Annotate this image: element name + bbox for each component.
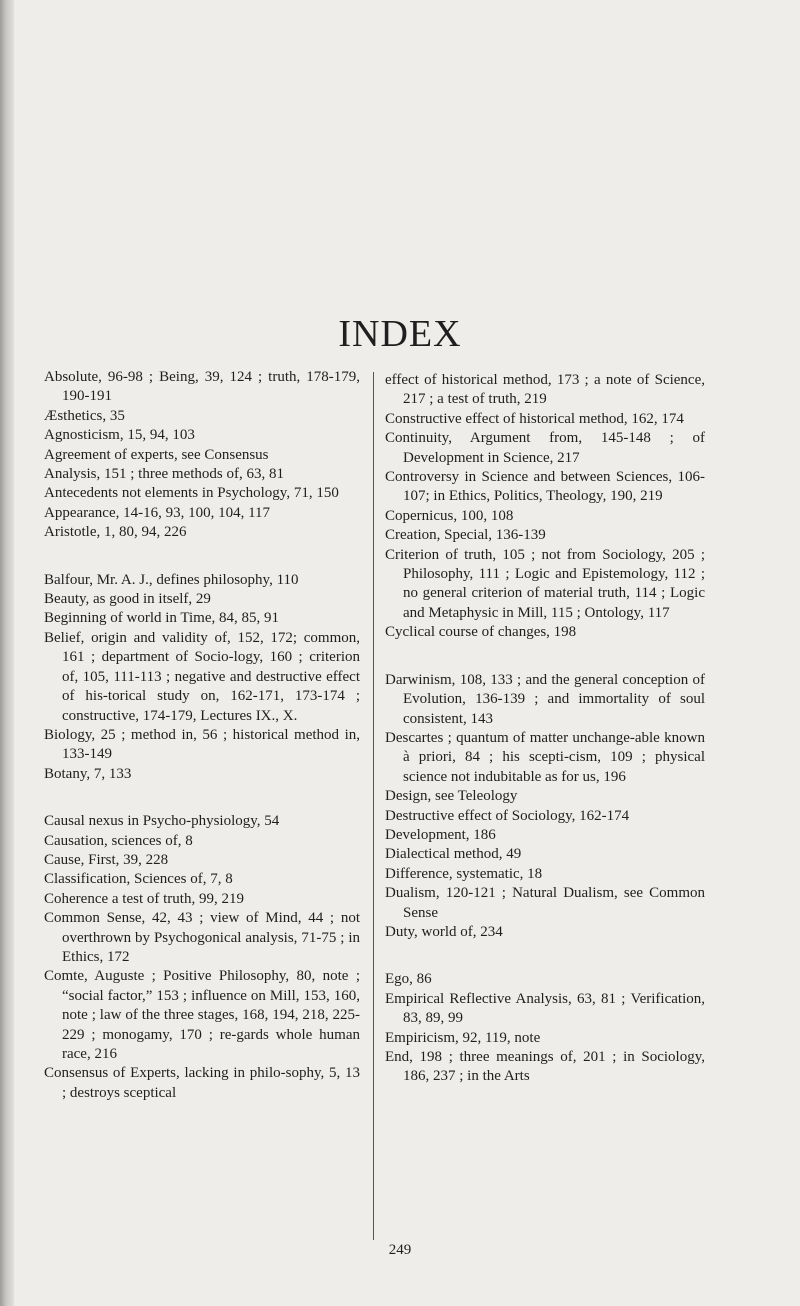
index-entry: Dualism, 120-121 ; Natural Dualism, see Common Sense — [385, 885, 705, 921]
index-entry: Causation, sciences of, 8 — [44, 832, 193, 849]
index-entry: Æsthetics, 35 — [44, 407, 125, 424]
letter-group-gap — [385, 942, 705, 970]
letter-group-gap — [44, 784, 360, 812]
index-column-right — [385, 371, 705, 1087]
page-title: INDEX — [338, 313, 462, 355]
index-entry: Beginning of world in Time, 84, 85, 91 — [44, 610, 280, 627]
index-entry: Causal nexus in Psycho-physiology, 54 — [44, 813, 280, 830]
index-entry: Comte, Auguste ; Positive Philosophy, 80, note ; “social factor,” 153 ; influence on Mill, 153, 160, note ; law of the three stages, 168, 194, 218, 225-229 ; monogamy, 170 ; re-gards whole human race, 216 — [44, 968, 360, 1062]
index-entry: Analysis, 151 ; three methods of, 63, 81 — [44, 466, 284, 483]
index-entry: Development, 186 — [385, 826, 496, 843]
index-entry: Duty, world of, 234 — [385, 923, 503, 940]
index-entry: Continuity, Argument from, 145-148 ; of Development in Science, 217 — [385, 430, 705, 466]
index-column-left — [44, 368, 360, 1103]
page-number: 249 — [388, 1242, 412, 1258]
index-entry: Empiricism, 92, 119, note — [385, 1029, 541, 1046]
index-entry: Constructive effect of historical method, 162, 174 — [385, 410, 684, 427]
index-entry: Empirical Reflective Analysis, 63, 81 ; Verification, 83, 89, 99 — [385, 990, 705, 1027]
index-entry: Botany, 7, 133 — [44, 765, 132, 782]
index-entry: Darwinism, 108, 133 ; and the general conception of Evolution, 136-139 ; and immortality of soul consistent, 143 — [385, 671, 705, 727]
index-entry: Beauty, as good in itself, 29 — [44, 591, 211, 608]
index-entry: Classification, Sciences of, 7, 8 — [44, 871, 233, 888]
index-entry: Controversy in Science and between Sciences, 106-107; in Ethics, Politics, Theology, 190, 219 — [385, 469, 705, 505]
index-entry: Coherence a test of truth, 99, 219 — [44, 890, 244, 907]
index-entry: Biology, 25 ; method in, 56 ; historical method in, 133-149 — [44, 726, 360, 763]
index-entry: End, 198 ; three meanings of, 201 ; in Sociology, 186, 237 ; in the Arts — [385, 1049, 705, 1085]
index-entry: Balfour, Mr. A. J., defines philosophy, 110 — [44, 571, 299, 588]
index-entry: Absolute, 96-98 ; Being, 39, 124 ; truth, 178-179, 190-191 — [44, 369, 360, 405]
index-entry: Appearance, 14-16, 93, 100, 104, 117 — [44, 504, 271, 521]
index-entry: Cause, First, 39, 228 — [44, 851, 169, 868]
index-entry: Design, see Teleology — [385, 788, 518, 805]
index-entry: Aristotle, 1, 80, 94, 226 — [44, 524, 187, 541]
index-entry: Agreement of experts, see Consensus — [44, 446, 269, 463]
book-gutter-shadow — [0, 0, 14, 1306]
index-entry: Cyclical course of changes, 198 — [385, 624, 577, 641]
index-entry: Difference, systematic, 18 — [385, 865, 543, 882]
index-entry: Belief, origin and validity of, 152, 172; common, 161 ; department of Socio-logy, 160 ; criterion of, 105, 111-113 ; negative and destructive effect of his-torical study on, 162-171, 173-174 ; constructive, 174-179, Lectures IX., X. — [44, 629, 360, 724]
index-entry: Copernicus, 100, 108 — [385, 507, 514, 524]
column-divider — [373, 372, 374, 1240]
letter-group-gap — [44, 543, 360, 571]
index-entry: Ego, 86 — [385, 971, 432, 988]
index-entry: Common Sense, 42, 43 ; view of Mind, 44 ; not overthrown by Psychogonical analysis, 71-75 ; in Ethics, 172 — [44, 910, 360, 965]
index-entry: effect of historical method, 173 ; a note of Science, 217 ; a test of truth, 219 — [385, 372, 705, 408]
index-entry: Criterion of truth, 105 ; not from Sociology, 205 ; Philosophy, 111 ; Logic and Epistemology, 112 ; no general criterion of material truth, 114 ; Logic and Metaphysic in Mill, 115 ; Ontology, 117 — [385, 546, 705, 621]
index-entry: Creation, Special, 136-139 — [385, 527, 546, 544]
index-entry: Dialectical method, 49 — [385, 846, 522, 863]
index-entry: Descartes ; quantum of matter unchange-able known à priori, 84 ; his scepti-cism, 109 ; physical science not indubitable as for us, 196 — [385, 729, 705, 785]
letter-group-gap — [385, 643, 705, 671]
index-entry: Destructive effect of Sociology, 162-174 — [385, 807, 630, 824]
index-entry: Antecedents not elements in Psychology, 71, 150 — [44, 485, 339, 502]
index-entry: Consensus of Experts, lacking in philo-sophy, 5, 13 ; destroys sceptical — [44, 1065, 360, 1101]
index-entry: Agnosticism, 15, 94, 103 — [44, 427, 195, 444]
